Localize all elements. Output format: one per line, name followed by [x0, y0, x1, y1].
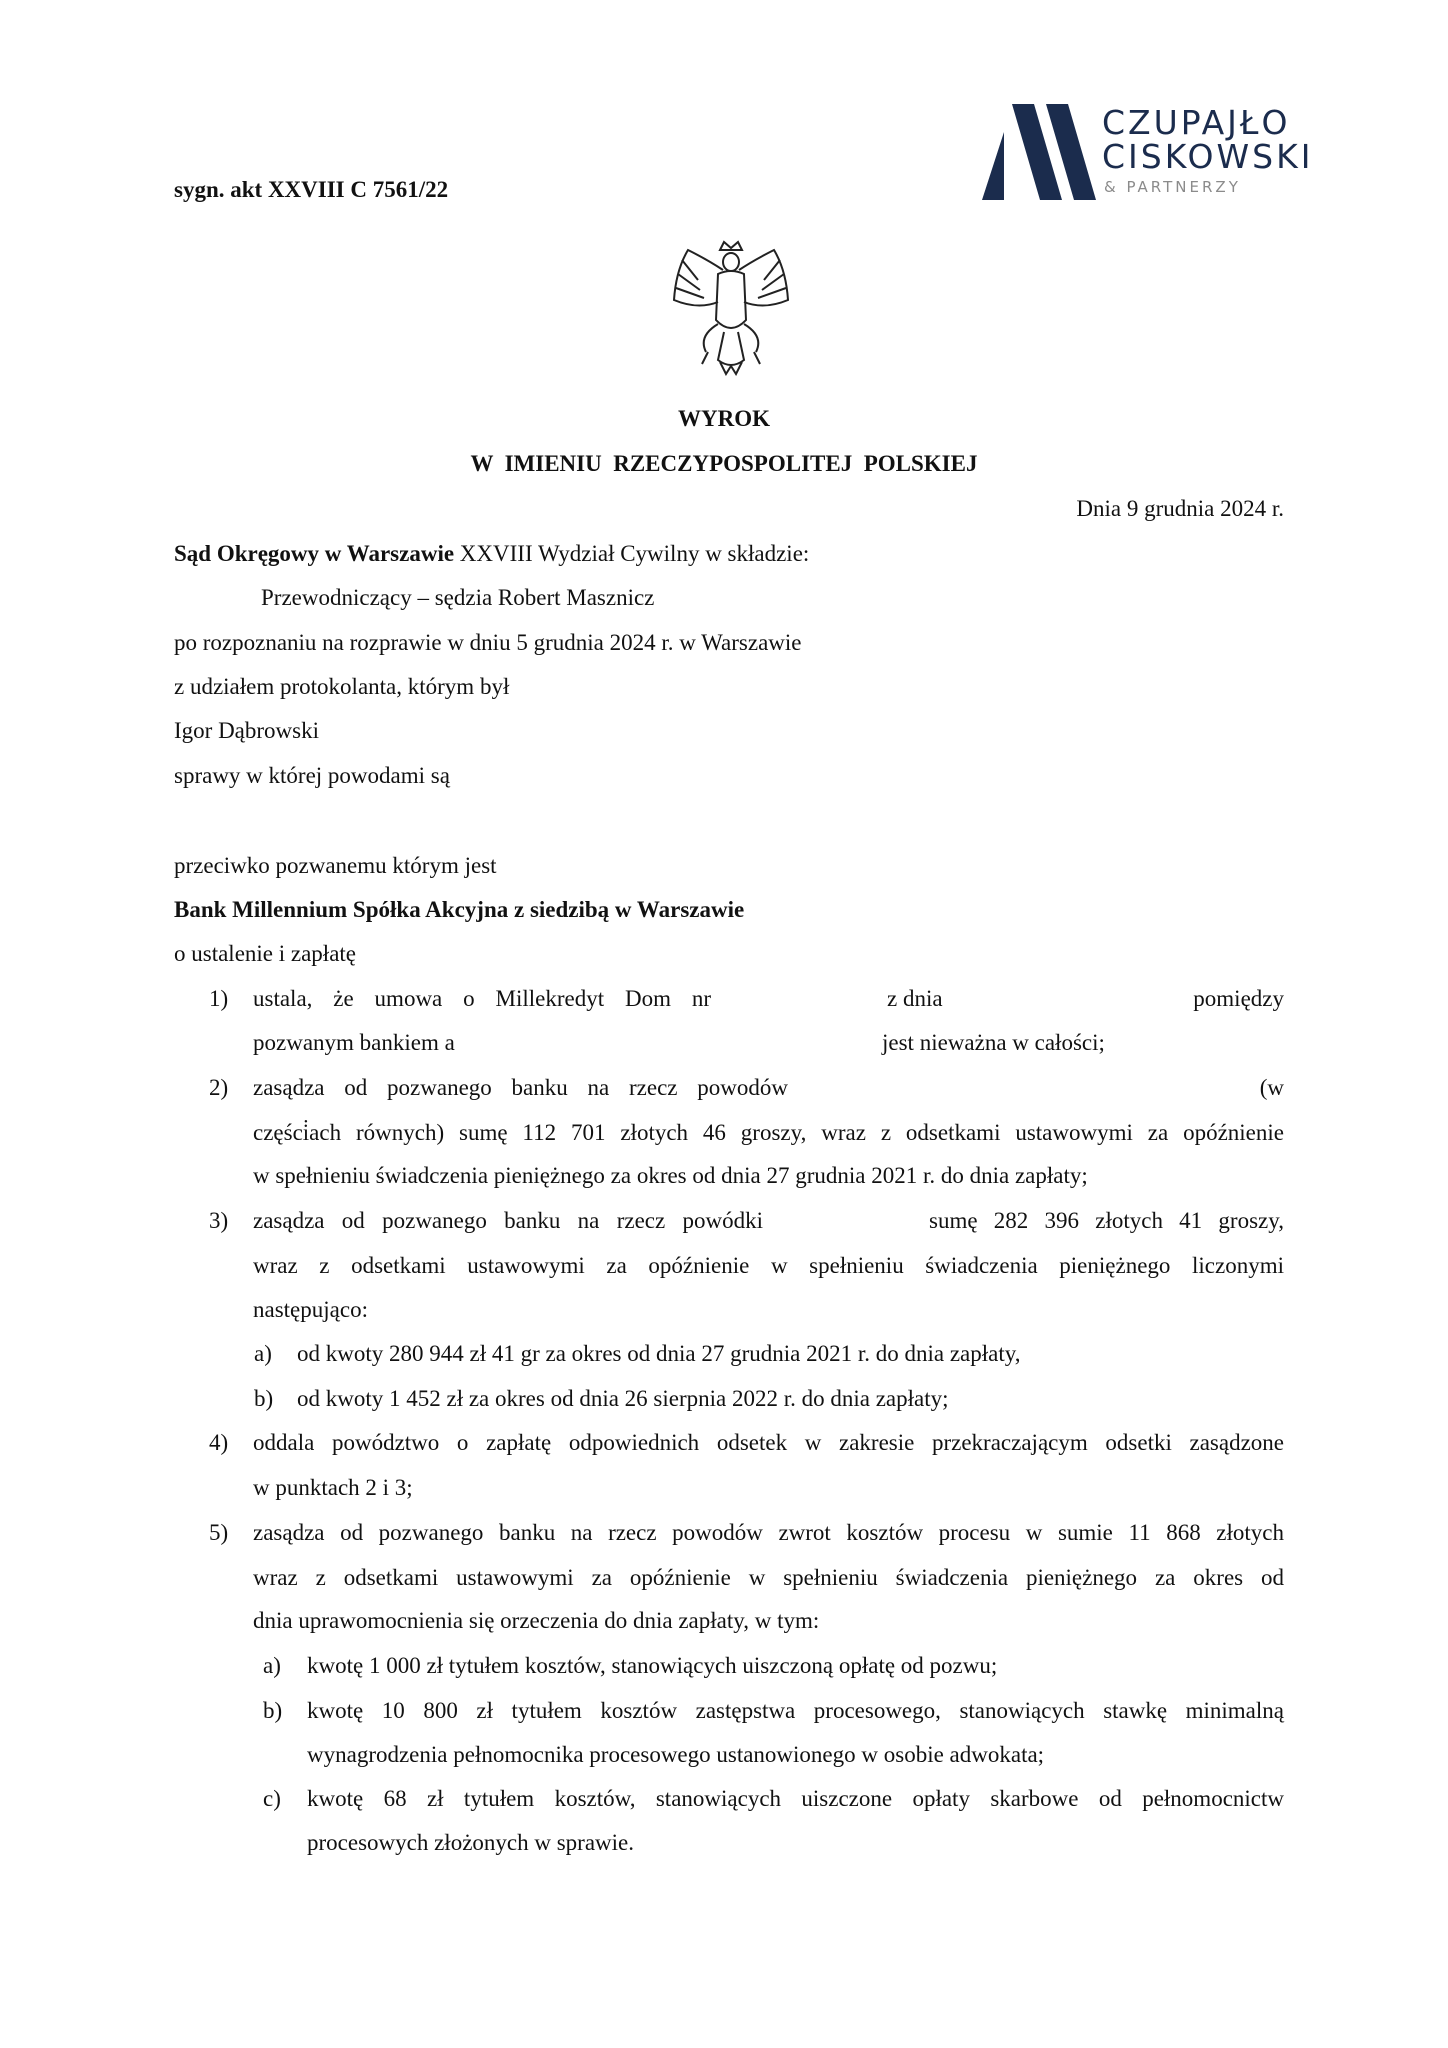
sub-text: kwotę 68 zł tytułem kosztów, stanowiących uiszczone opłaty skarbowe od pełnomocnictw [307, 1786, 1284, 1811]
case-subject: o ustalenie i zapłatę [174, 941, 357, 966]
sub-text: kwotę 1 000 zł tytułem kosztów, stanowiących uiszczoną opłatę od pozwu; [307, 1653, 998, 1678]
presiding-judge: Przewodniczący – sędzia Robert Masznicz [261, 585, 655, 610]
sub-text: kwotę 10 800 zł tytułem kosztów zastępstwa procesowego, stanowiących stawkę minimalną [307, 1698, 1284, 1723]
judgment-date: Dnia 9 grudnia 2024 r. [1076, 496, 1284, 521]
item-number: 5) [209, 1520, 229, 1545]
item-text: wraz z odsetkami ustawowymi za opóźnienie w spełnieniu świadczenia pieniężnego liczonymi [253, 1253, 1284, 1278]
item-text: z dnia [887, 986, 943, 1011]
item-text: (w [1259, 1075, 1284, 1100]
plaintiffs-label: sprawy w której powodami są [174, 763, 450, 788]
item-number: 3) [209, 1208, 229, 1233]
polish-eagle-emblem-icon [668, 240, 794, 376]
sub-text: wynagrodzenia pełnomocnika procesowego ustanowionego w osobie adwokata; [307, 1742, 1045, 1767]
sub-letter: b) [263, 1698, 283, 1723]
item-text: wraz z odsetkami ustawowymi za opóźnienie w spełnieniu świadczenia pieniężnego za okres od [253, 1565, 1284, 1590]
sub-text: od kwoty 280 944 zł 41 gr za okres od dnia 27 grudnia 2021 r. do dnia zapłaty, [297, 1341, 1021, 1366]
clerk-intro: z udziałem protokolanta, którym był [174, 674, 510, 699]
item-number: 4) [209, 1430, 229, 1455]
sub-text: od kwoty 1 452 zł za okres od dnia 26 sierpnia 2022 r. do dnia zapłaty; [297, 1386, 949, 1411]
court-name: Sąd Okręgowy w Warszawie [174, 541, 455, 566]
item-text: dnia uprawomocnienia się orzeczenia do dnia zapłaty, w tym: [253, 1608, 820, 1633]
sub-letter: b) [254, 1386, 274, 1411]
judgment-subheading: W IMIENIU RZECZYPOSPOLITEJ POLSKIEJ [470, 451, 978, 476]
court-line [174, 539, 809, 569]
item-text: w punktach 2 i 3; [253, 1475, 413, 1500]
item-text: części̇ach równych) sumę 112 701 złotych 46 groszy, wraz z odsetkami ustawowymi za opóźnienie [253, 1120, 1284, 1145]
logo-text-3: & PARTNERZY [1104, 178, 1241, 196]
hearing-info: po rozpoznaniu na rozprawie w dniu 5 grudnia 2024 r. w Warszawie [174, 630, 802, 655]
sub-letter: a) [263, 1653, 281, 1678]
item-text: sumę 282 396 złotych 41 groszy, [929, 1208, 1284, 1233]
sub-letter: c) [263, 1786, 281, 1811]
sub-letter: a) [254, 1341, 272, 1366]
firm-logo [982, 104, 1342, 204]
logo-text-2: CISKOWSKI [1102, 137, 1314, 176]
item-text: oddala powództwo o zapłatę odpowiednich odsetek w zakresie przekraczającym odsetki zasądzone [253, 1430, 1284, 1455]
item-text: ustala, że umowa o Millekredyt Dom nr [253, 986, 711, 1011]
court-division: XXVIII Wydział Cywilny w składzie: [454, 541, 810, 566]
item-text: zasądza od pozwanego banku na rzecz powodów [253, 1075, 788, 1100]
clerk-name: Igor Dąbrowski [174, 718, 319, 743]
defendant-name: Bank Millennium Spółka Akcyjna z siedzibą w Warszawie [174, 897, 745, 922]
logo-text-1: CZUPAJŁO [1102, 103, 1291, 142]
item-number: 1) [209, 986, 229, 1011]
item-text: pozwanym bankiem a [253, 1030, 455, 1055]
sub-text: procesowych złożonych w sprawie. [307, 1830, 634, 1855]
item-text: zasądza od pozwanego banku na rzecz powodów zwrot kosztów procesu w sumie 11 868 złotych [253, 1520, 1284, 1545]
logo-mark-icon [982, 104, 1102, 204]
item-number: 2) [209, 1075, 229, 1100]
item-text: jest nieważna w całości; [882, 1030, 1105, 1055]
against-label: przeciwko pozwanemu którym jest [174, 853, 497, 878]
item-text: pomiędzy [1193, 986, 1284, 1011]
item-text: następująco: [253, 1297, 368, 1322]
item-text: zasądza od pozwanego banku na rzecz powódki [253, 1208, 763, 1233]
item-text: w spełnieniu świadczenia pieniężnego za okres od dnia 27 grudnia 2021 r. do dnia zapłaty; [253, 1163, 1088, 1188]
judgment-heading: WYROK [678, 406, 770, 431]
case-number: sygn. akt XXVIII C 7561/22 [174, 177, 449, 202]
